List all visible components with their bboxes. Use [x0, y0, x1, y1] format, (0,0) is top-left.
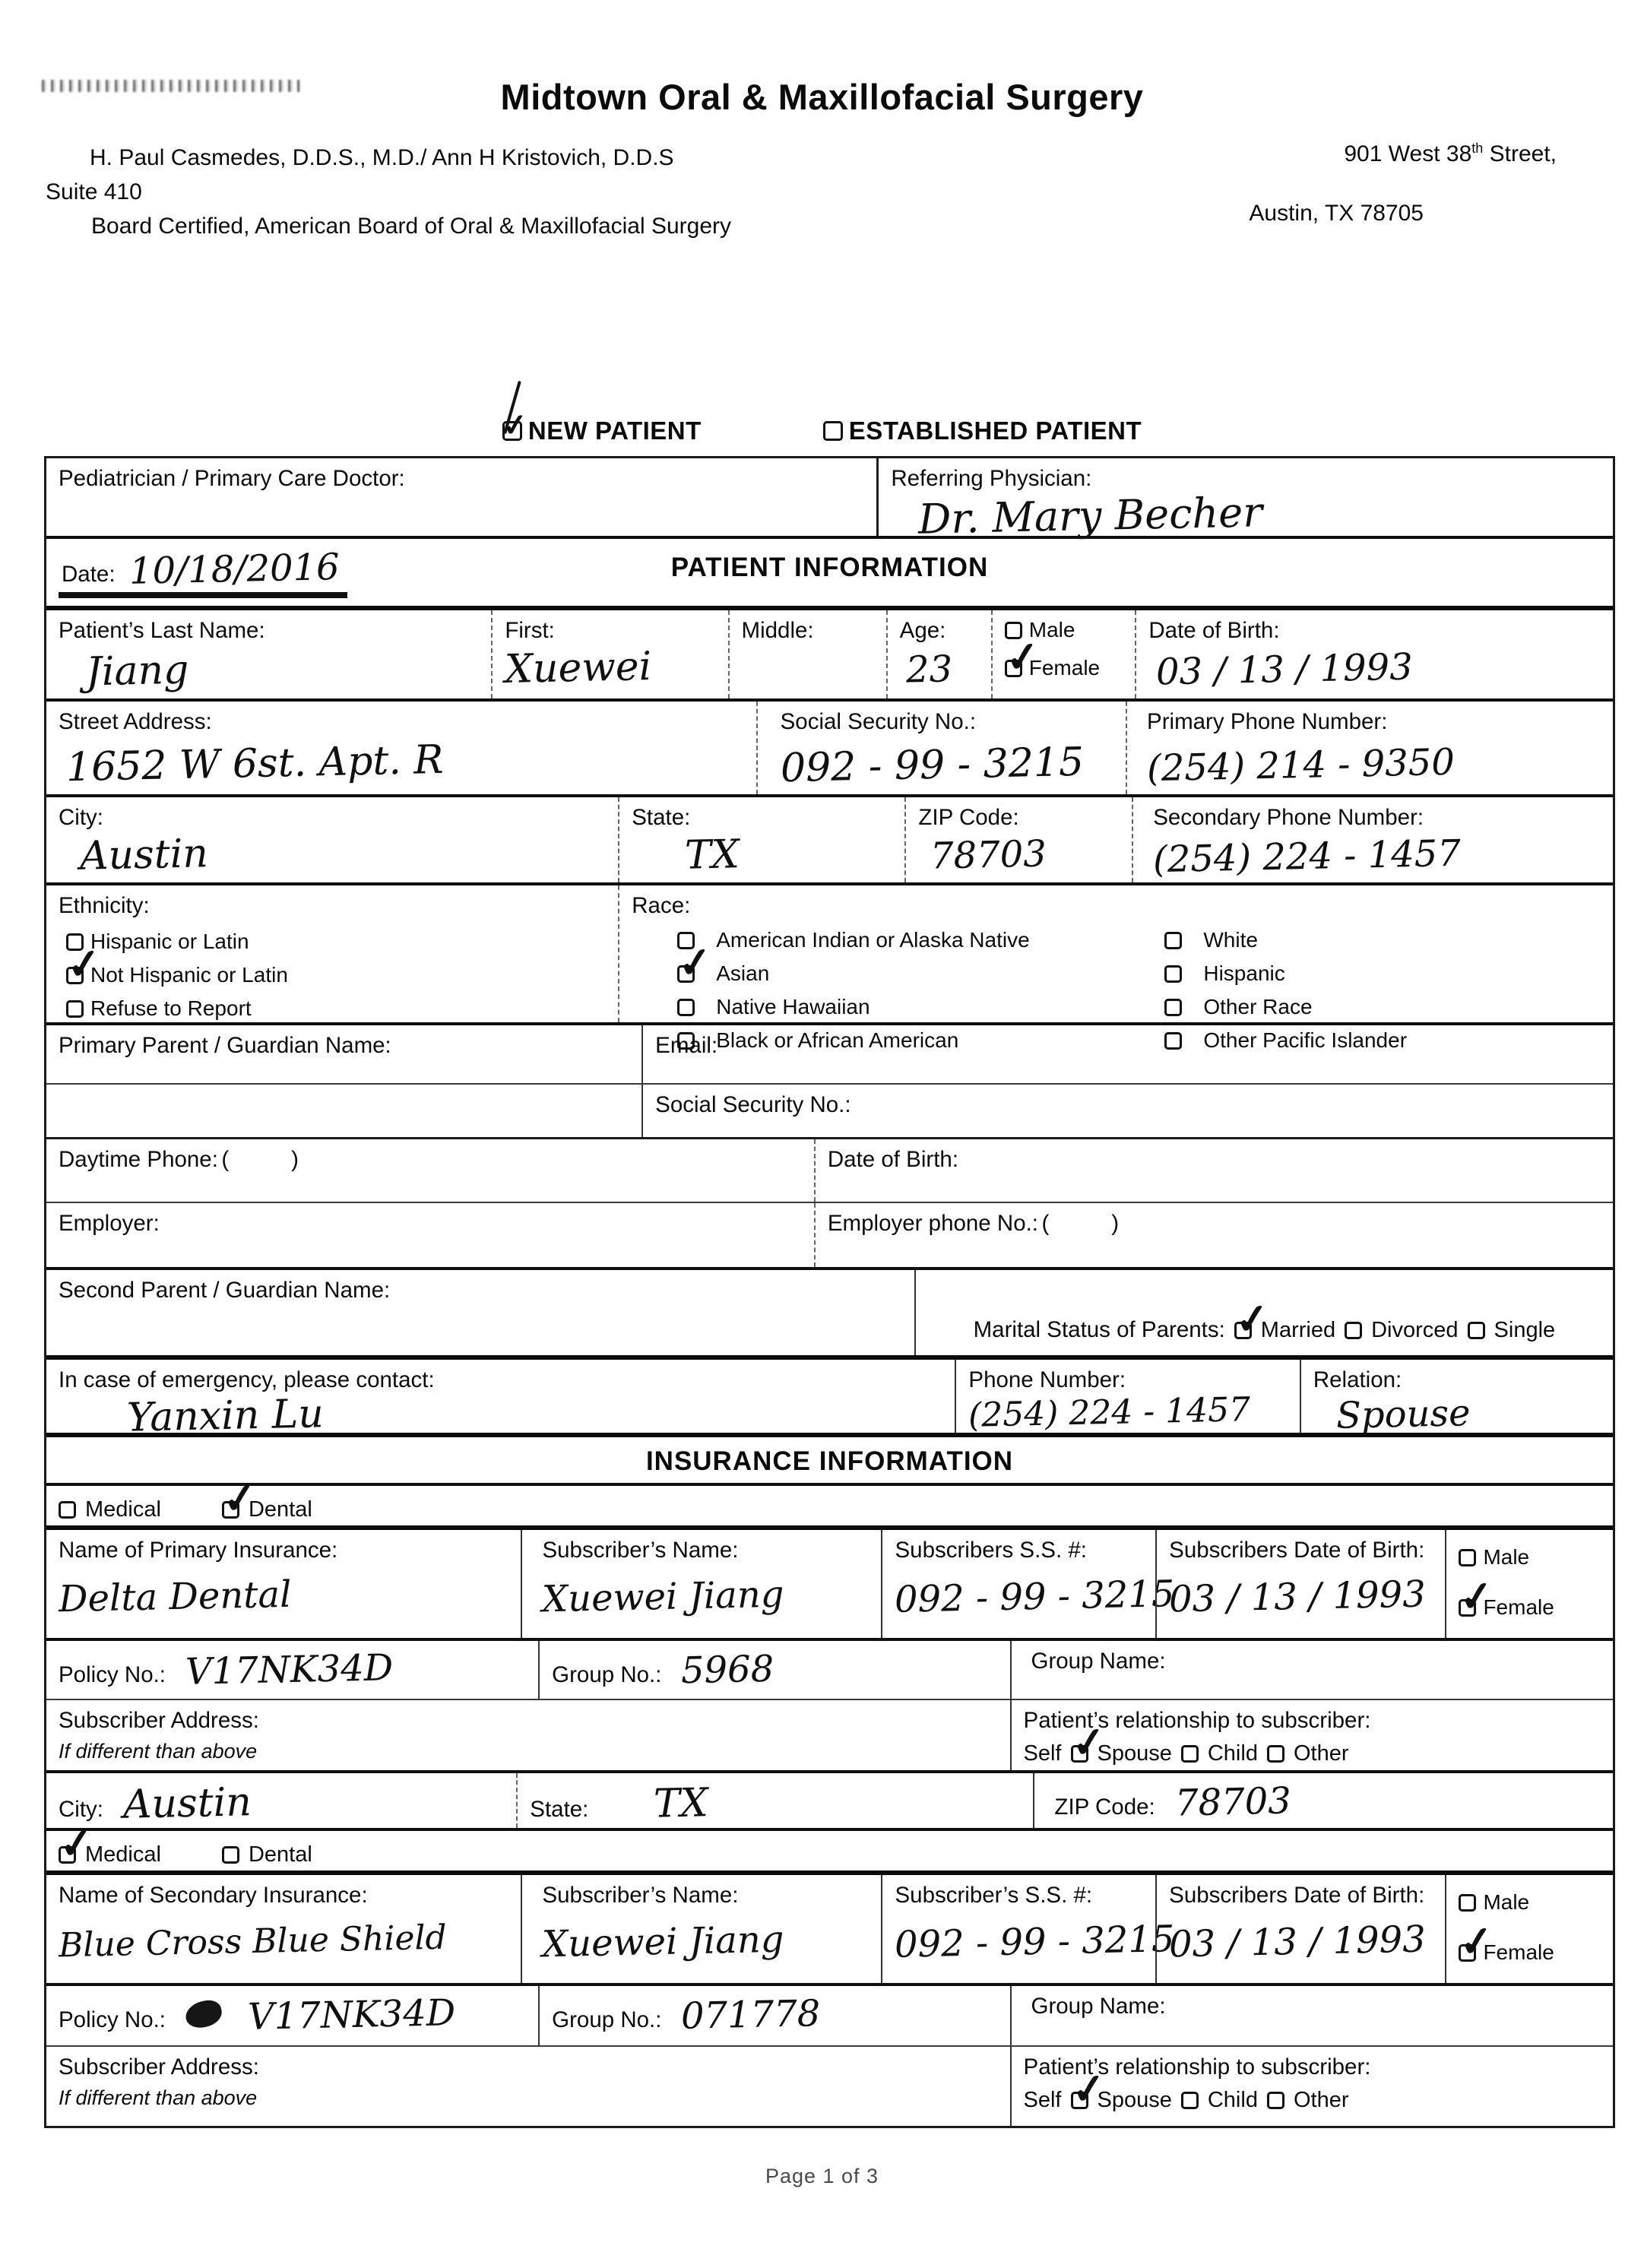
- primary-ssn-cell: [881, 1530, 1176, 1638]
- form-box: [44, 456, 1615, 2128]
- secondary-female-label: Female: [1483, 1940, 1554, 1964]
- primary-groupname-label: Group Name:: [1031, 1649, 1166, 1674]
- white-checkbox[interactable]: [1164, 932, 1182, 949]
- guardian-dob-label: Date of Birth:: [827, 1147, 959, 1172]
- secondary-rel-self-label: Self: [1023, 2088, 1062, 2112]
- date-label: Date:: [62, 562, 116, 587]
- race-option: [677, 928, 1164, 952]
- primary-name-cell: [46, 1530, 521, 1638]
- date-cell: [46, 539, 360, 606]
- medical-2-checkbox[interactable]: [59, 1846, 76, 1864]
- female-checkbox[interactable]: [1005, 660, 1022, 677]
- last-name-value: Jiang: [85, 647, 189, 695]
- primary-female-option: [1459, 1595, 1601, 1620]
- secondary-male-option: [1459, 1890, 1601, 1915]
- phone1-cell: [1126, 702, 1613, 794]
- first-name-cell: [491, 610, 727, 698]
- primary-subscriber-cell: [521, 1530, 881, 1638]
- primary-dob-cell: [1155, 1530, 1445, 1638]
- pediatrician-cell: [46, 458, 876, 536]
- referring-cell: [876, 458, 1613, 543]
- city-state-line: Austin, TX 78705: [1249, 201, 1424, 226]
- ssn-value: 092 - 99 - 3215: [780, 739, 1085, 792]
- secondary-ssn-label: Subscriber’s S.S. #:: [895, 1883, 1093, 1908]
- male-label: Male: [1028, 618, 1075, 641]
- phone2-value: (254) 224 - 1457: [1152, 831, 1462, 882]
- medical-2-label: Medical: [85, 1842, 161, 1867]
- primary-policy-label: Policy No.:: [59, 1662, 166, 1687]
- emergency-relation-cell: [1300, 1360, 1613, 1437]
- middle-name-cell: [728, 610, 886, 698]
- white-label: White: [1203, 928, 1258, 952]
- page-title: Midtown Oral & Maxillofacial Surgery: [500, 77, 1144, 117]
- last-name-cell: [46, 610, 491, 698]
- established-patient-checkbox[interactable]: [823, 421, 843, 441]
- secondary-female-option: [1459, 1940, 1601, 1965]
- scribble-mark: [183, 1997, 224, 2030]
- other-race-label: Other Race: [1203, 995, 1313, 1018]
- row-guardian-email: [46, 1025, 1613, 1085]
- first-name-label: First:: [505, 618, 555, 643]
- insurance-type-2-cell: [46, 1839, 325, 1870]
- primary-state-cell: [516, 1773, 1033, 1828]
- secondary-rel-other-checkbox[interactable]: [1267, 2092, 1284, 2109]
- dental-2-label: Dental: [248, 1842, 312, 1867]
- row-insurance-type-1: [46, 1486, 1613, 1530]
- primary-city-label: City:: [59, 1797, 103, 1822]
- primary-subscriber-value: Xuewei Jiang: [541, 1573, 785, 1621]
- row-primary-subaddr: [46, 1700, 1613, 1773]
- race-option: [1164, 961, 1601, 986]
- row-primary-policy: [46, 1641, 1613, 1700]
- not-hispanic-checkbox[interactable]: [66, 967, 84, 984]
- secondary-policy-cell: [46, 1986, 538, 2045]
- new-patient-label: NEW PATIENT: [527, 417, 702, 445]
- street-value: 1652 W 6st. Apt. R: [65, 736, 445, 791]
- ssn-cell: [756, 702, 1126, 794]
- secondary-relationship-line: [1024, 2088, 1601, 2113]
- employer-phone-label: Employer phone No.:: [827, 1211, 1038, 1236]
- secondary-ssn-value: 092 - 99 - 3215: [894, 1918, 1176, 1966]
- zip-label: ZIP Code:: [918, 805, 1019, 830]
- divorced-label: Divorced: [1371, 1317, 1459, 1342]
- second-guardian-cell: [46, 1270, 914, 1355]
- row-guardian-ssn: [46, 1085, 1613, 1139]
- primary-rel-spouse-checkbox[interactable]: [1071, 1745, 1088, 1763]
- primary-subaddr-cell: [46, 1700, 1010, 1770]
- female-option: [1005, 656, 1123, 680]
- row-address-ssn-phone: [46, 702, 1613, 797]
- employer-label: Employer:: [59, 1211, 160, 1236]
- emergency-relation-value: Spouse: [1335, 1392, 1471, 1437]
- primary-guardian-label: Primary Parent / Guardian Name:: [59, 1033, 391, 1058]
- primary-ssn-value: 092 - 99 - 3215: [894, 1573, 1176, 1621]
- primary-ssn-label: Subscribers S.S. #:: [895, 1538, 1087, 1563]
- dob-cell: [1135, 610, 1613, 698]
- hispanic-race-checkbox[interactable]: [1164, 965, 1182, 983]
- secondary-subscriber-cell: [521, 1875, 881, 1983]
- employer-cell: [46, 1203, 814, 1267]
- refuse-report-label: Refuse to Report: [90, 996, 252, 1020]
- female-label: Female: [1028, 656, 1101, 679]
- secondary-rel-child-checkbox[interactable]: [1181, 2092, 1199, 2109]
- phone1-value: (254) 214 - 9350: [1146, 740, 1456, 790]
- age-cell: [886, 610, 991, 698]
- secondary-policy-value: V17NK34D: [247, 1991, 456, 2038]
- secondary-policy-label: Policy No.:: [59, 2007, 166, 2032]
- primary-dob-label: Subscribers Date of Birth:: [1169, 1538, 1425, 1563]
- single-label: Single: [1494, 1317, 1556, 1342]
- secondary-dob-label: Subscribers Date of Birth:: [1169, 1883, 1425, 1908]
- date-value: 10/18/2016: [128, 546, 341, 593]
- row-primary-insurance: [46, 1530, 1613, 1641]
- emergency-contact-value: Yanxin Lu: [126, 1391, 325, 1441]
- patient-type-row: [0, 417, 1644, 445]
- employer-phone-paren: ( ): [1041, 1211, 1120, 1236]
- state-value: TX: [684, 831, 740, 879]
- primary-guardian-cell: [46, 1025, 641, 1083]
- secondary-dob-cell: [1155, 1875, 1445, 1983]
- daytime-phone-label: Daytime Phone:: [59, 1147, 218, 1172]
- emergency-relation-label: Relation:: [1313, 1367, 1402, 1392]
- native-hawaiian-label: Native Hawaiian: [716, 995, 870, 1018]
- black-label: Black or African American: [716, 1028, 959, 1052]
- secondary-rel-spouse-label: Spouse: [1097, 2088, 1172, 2112]
- primary-relationship-label: Patient’s relationship to subscriber:: [1023, 1708, 1371, 1733]
- primary-rel-self-label: Self: [1023, 1741, 1062, 1766]
- guardian-ssn-label: Social Security No.:: [655, 1092, 851, 1117]
- primary-male-label: Male: [1483, 1545, 1530, 1569]
- dob-label: Date of Birth:: [1148, 618, 1280, 643]
- primary-rel-other-checkbox[interactable]: [1267, 1745, 1284, 1763]
- primary-subscriber-label: Subscriber’s Name:: [542, 1538, 739, 1563]
- american-indian-label: American Indian or Alaska Native: [716, 928, 1030, 952]
- secondary-subaddr-note: If different than above: [59, 2086, 258, 2109]
- phone2-label: Secondary Phone Number:: [1153, 805, 1424, 830]
- scan-noise-artifact: [42, 80, 300, 92]
- race-option: [677, 961, 1164, 986]
- middle-name-label: Middle:: [741, 618, 814, 643]
- letterhead: [46, 141, 1557, 243]
- guardian-ssn-cell: [641, 1085, 1613, 1137]
- secondary-groupname-cell: [1010, 1986, 1614, 2045]
- row-emergency: [46, 1360, 1613, 1441]
- asian-checkbox[interactable]: [677, 965, 695, 983]
- dental-1-checkbox[interactable]: [222, 1501, 239, 1519]
- insurance-heading: INSURANCE INFORMATION: [645, 1446, 1014, 1476]
- primary-zip-value: 78703: [1174, 1779, 1291, 1825]
- referring-value: Dr. Mary Becher: [917, 488, 1263, 543]
- sex-cell: [991, 610, 1136, 698]
- street-cell: [46, 702, 756, 794]
- secondary-rel-spouse-checkbox[interactable]: [1071, 2092, 1088, 2109]
- secondary-male-label: Male: [1483, 1890, 1530, 1914]
- state-cell: [618, 797, 904, 882]
- race-option: [1164, 928, 1601, 952]
- secondary-name-label: Name of Secondary Insurance:: [59, 1883, 368, 1908]
- primary-policy-cell: [46, 1641, 538, 1699]
- email-label: Email:: [655, 1033, 718, 1058]
- primary-name-label: Name of Primary Insurance:: [59, 1538, 338, 1563]
- primary-subaddr-label: Subscriber Address:: [59, 1708, 259, 1733]
- secondary-name-value: Blue Cross Blue Shield: [58, 1918, 448, 1965]
- primary-sex-cell: [1445, 1530, 1613, 1638]
- secondary-groupno-cell: [538, 1986, 1009, 2045]
- city-label: City:: [59, 805, 103, 830]
- other-race-checkbox[interactable]: [1164, 999, 1182, 1016]
- age-value: 23: [905, 648, 953, 692]
- primary-relationship-line: [1024, 1741, 1601, 1766]
- employer-phone-cell: [814, 1203, 1613, 1267]
- primary-subaddr-note: If different than above: [59, 1740, 258, 1763]
- emergency-contact-label: In case of emergency, please contact:: [59, 1367, 435, 1392]
- primary-state-label: State:: [530, 1797, 589, 1822]
- primary-male-option: [1459, 1545, 1601, 1570]
- ethnicity-option: [66, 930, 606, 954]
- ethnicity-label: Ethnicity:: [59, 893, 150, 918]
- secondary-groupno-label: Group No.:: [552, 2007, 662, 2032]
- guardian-ssn-spacer: [46, 1085, 641, 1137]
- secondary-subscriber-value: Xuewei Jiang: [541, 1918, 785, 1966]
- insurance-type-1-cell: [46, 1494, 325, 1525]
- secondary-male-checkbox[interactable]: [1459, 1894, 1476, 1912]
- medical-1-checkbox[interactable]: [59, 1501, 76, 1519]
- ssn-label: Social Security No.:: [780, 709, 977, 734]
- doctors-line: H. Paul Casmedes, D.D.S., M.D./ Ann H Kristovich, D.D.S: [90, 145, 674, 170]
- row-second-guardian-marital: [46, 1270, 1613, 1360]
- emergency-phone-label: Phone Number:: [968, 1367, 1126, 1392]
- row-date-section: [46, 539, 1613, 610]
- emergency-phone-value: (254) 224 - 1457: [968, 1390, 1252, 1435]
- street-address-line: 901 West 38th Street,: [1344, 141, 1557, 166]
- married-label: Married: [1260, 1317, 1336, 1342]
- emergency-contact-cell: [46, 1360, 955, 1441]
- age-label: Age:: [899, 618, 946, 643]
- native-hawaiian-checkbox[interactable]: [677, 999, 695, 1016]
- zip-cell: [904, 797, 1132, 882]
- street-label: Street Address:: [59, 709, 212, 734]
- established-patient-label: ESTABLISHED PATIENT: [848, 417, 1142, 445]
- ethnicity-cell: [46, 885, 618, 1022]
- secondary-subaddr-label: Subscriber Address:: [59, 2054, 259, 2080]
- second-guardian-label: Second Parent / Guardian Name:: [59, 1278, 391, 1303]
- primary-state-value: TX: [653, 1780, 709, 1827]
- phone2-cell: [1132, 797, 1613, 882]
- married-checkbox[interactable]: [1234, 1322, 1252, 1339]
- primary-groupno-cell: [538, 1641, 1009, 1699]
- race-option: [1164, 995, 1601, 1019]
- primary-city-cell: [46, 1773, 516, 1828]
- row-pediatrician-referring: [46, 458, 1613, 543]
- last-name-label: Patient’s Last Name:: [59, 618, 265, 643]
- patient-info-heading: PATIENT INFORMATION: [670, 553, 989, 582]
- state-label: State:: [632, 805, 691, 830]
- secondary-relationship-label: Patient’s relationship to subscriber:: [1023, 2054, 1371, 2080]
- row-city-state-zip: [46, 797, 1613, 885]
- row-daytime-dob: [46, 1139, 1613, 1203]
- marital-label: Marital Status of Parents:: [973, 1317, 1225, 1342]
- primary-rel-child-label: Child: [1207, 1741, 1258, 1766]
- secondary-groupname-label: Group Name:: [1031, 1994, 1166, 2019]
- row-employer: [46, 1203, 1613, 1270]
- secondary-ssn-cell: [881, 1875, 1176, 1983]
- secondary-name-cell: [46, 1875, 521, 1983]
- city-value: Austin: [79, 831, 209, 879]
- primary-relationship-cell: [1010, 1700, 1613, 1770]
- row-insurance-type-2: [46, 1831, 1613, 1875]
- secondary-dob-value: 03 / 13 / 1993: [1168, 1918, 1427, 1966]
- first-name-value: Xuewei: [504, 643, 653, 693]
- city-cell: [46, 797, 618, 882]
- letterhead-right: [1161, 141, 1557, 243]
- medical-1-label: Medical: [85, 1497, 161, 1522]
- ethnicity-option: [66, 996, 606, 1021]
- established-patient-option: [823, 417, 1142, 445]
- daytime-phone-cell: [46, 1139, 814, 1202]
- primary-rel-child-checkbox[interactable]: [1181, 1745, 1199, 1763]
- secondary-rel-child-label: Child: [1207, 2088, 1258, 2112]
- secondary-relationship-cell: [1010, 2047, 1613, 2126]
- secondary-sex-cell: [1445, 1875, 1613, 1983]
- secondary-subaddr-cell: [46, 2047, 1010, 2126]
- other-pacific-label: Other Pacific Islander: [1203, 1028, 1408, 1052]
- dental-2-checkbox[interactable]: [222, 1846, 239, 1864]
- pediatrician-label: Pediatrician / Primary Care Doctor:: [59, 466, 405, 491]
- secondary-female-checkbox[interactable]: [1459, 1944, 1476, 1962]
- marital-cell: [914, 1270, 1613, 1355]
- primary-groupno-label: Group No.:: [552, 1662, 662, 1687]
- new-patient-option: [502, 417, 702, 445]
- marital-line: [928, 1317, 1601, 1343]
- zip-value: 78703: [930, 832, 1047, 878]
- primary-female-checkbox[interactable]: [1459, 1599, 1476, 1617]
- race-label: Race:: [632, 893, 691, 918]
- primary-dob-value: 03 / 13 / 1993: [1168, 1573, 1427, 1621]
- primary-name-value: Delta Dental: [58, 1573, 293, 1621]
- ethnicity-option: [66, 963, 606, 987]
- primary-female-label: Female: [1483, 1595, 1554, 1619]
- letterhead-left: [46, 141, 731, 243]
- primary-groupno-value: 5968: [680, 1647, 775, 1693]
- referring-label: Referring Physician:: [891, 466, 1092, 491]
- divorced-checkbox[interactable]: [1345, 1322, 1362, 1339]
- primary-rel-spouse-label: Spouse: [1097, 1741, 1172, 1766]
- primary-policy-value: V17NK34D: [185, 1646, 394, 1693]
- race-option: [677, 995, 1164, 1019]
- dental-1-label: Dental: [248, 1497, 312, 1522]
- asian-label: Asian: [716, 961, 770, 985]
- primary-city-value: Austin: [122, 1779, 252, 1828]
- guardian-dob-cell: [814, 1139, 1613, 1202]
- phone1-label: Primary Phone Number:: [1147, 709, 1388, 734]
- primary-zip-cell: [1033, 1773, 1613, 1828]
- row-secondary-policy: [46, 1986, 1613, 2047]
- secondary-rel-other-label: Other: [1293, 2088, 1349, 2112]
- board-line: Board Certified, American Board of Oral & Maxillofacial Surgery: [91, 214, 732, 239]
- refuse-report-checkbox[interactable]: [66, 1000, 84, 1018]
- row-patient-name: [46, 610, 1613, 702]
- dob-value: 03 / 13 / 1993: [1155, 645, 1414, 694]
- row-insurance-heading: [46, 1437, 1613, 1486]
- page-number: Page 1 of 3: [765, 2165, 879, 2187]
- primary-groupname-cell: [1010, 1641, 1614, 1699]
- row-primary-city: [46, 1773, 1613, 1831]
- email-cell: [641, 1025, 1613, 1083]
- suite-line: Suite 410: [46, 179, 142, 204]
- hispanic-label: Hispanic or Latin: [90, 930, 249, 953]
- daytime-phone-paren: ( ): [221, 1147, 299, 1172]
- primary-zip-label: ZIP Code:: [1054, 1794, 1155, 1820]
- emergency-phone-cell: [955, 1360, 1299, 1433]
- hispanic-race-label: Hispanic: [1203, 961, 1285, 985]
- single-checkbox[interactable]: [1468, 1322, 1485, 1339]
- secondary-subscriber-label: Subscriber’s Name:: [542, 1883, 739, 1908]
- ordinal-sup: th: [1471, 141, 1484, 156]
- primary-male-checkbox[interactable]: [1459, 1549, 1476, 1566]
- primary-rel-other-label: Other: [1293, 1741, 1349, 1766]
- not-hispanic-label: Not Hispanic or Latin: [90, 963, 288, 987]
- row-secondary-subaddr: [46, 2047, 1613, 2126]
- secondary-groupno-value: 071778: [680, 1992, 822, 2038]
- row-secondary-insurance: [46, 1875, 1613, 1986]
